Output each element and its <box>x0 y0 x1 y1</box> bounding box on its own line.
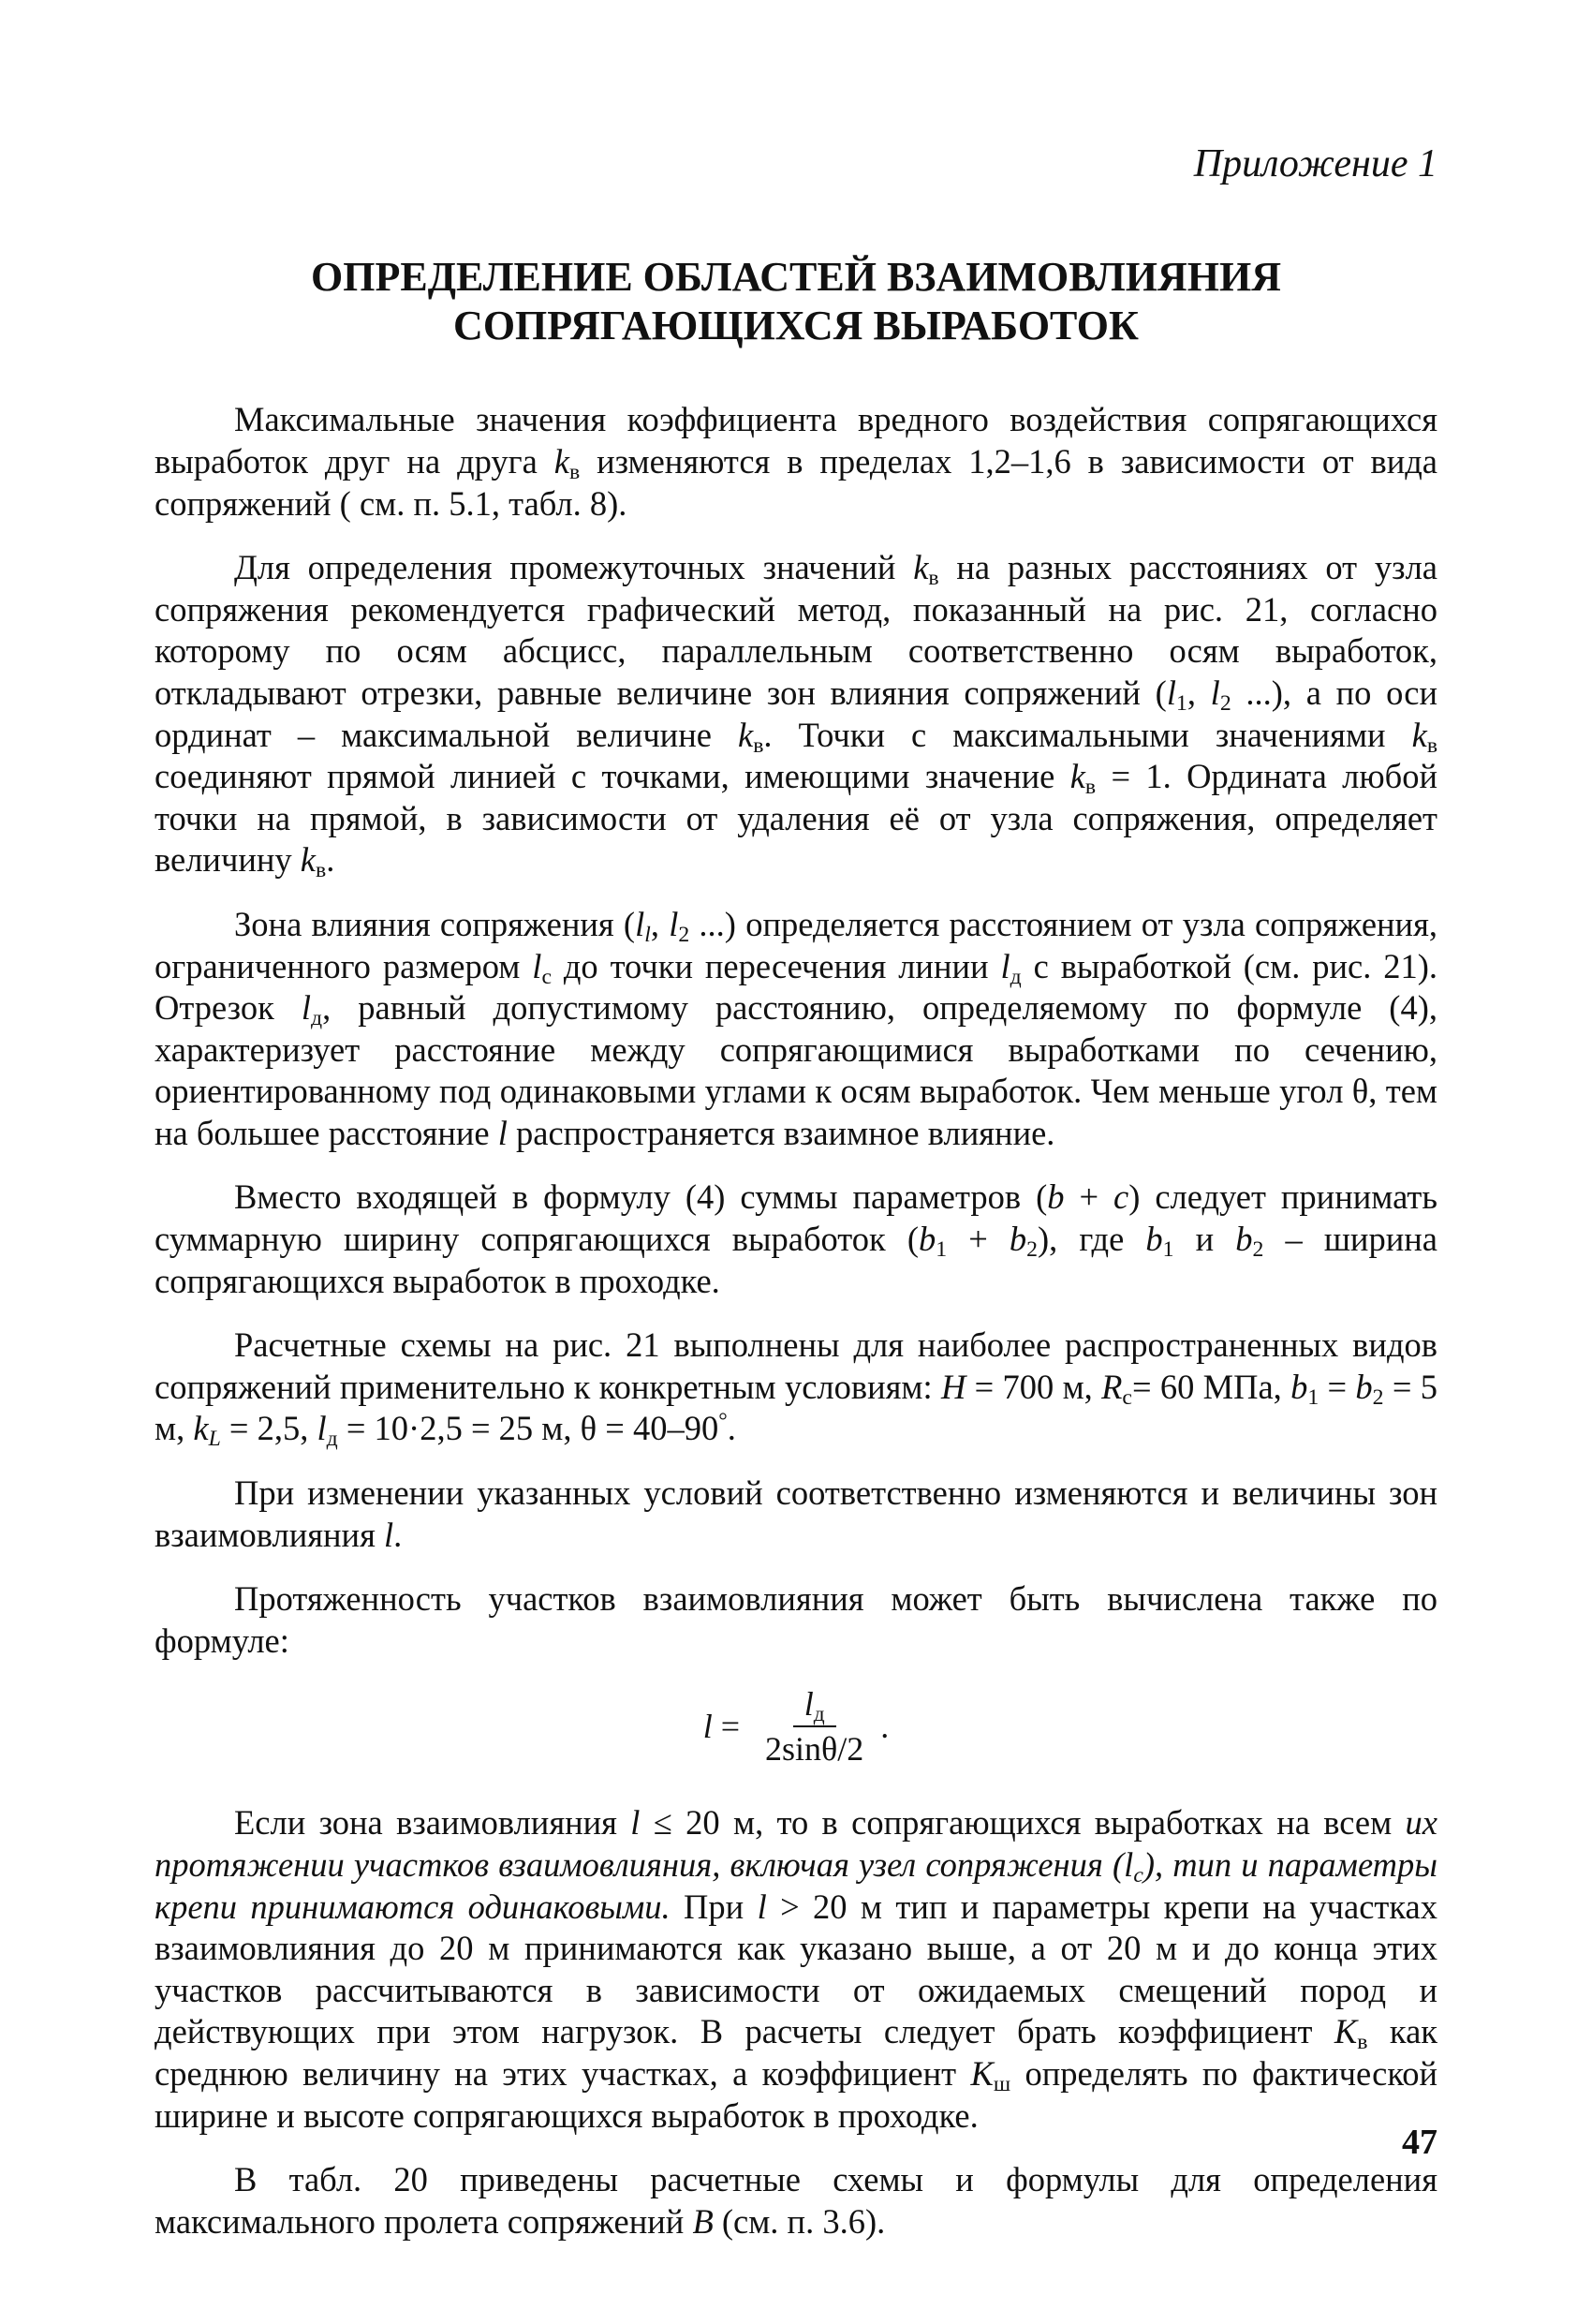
paragraph-7: Протяженность участков взаимовлияния может быть вычислена также по формуле: <box>155 1579 1437 1660</box>
formula <box>155 1684 1437 1769</box>
paragraph-3: Зона влияния сопряжения ($l_l$, $l_2$ ...) определяется расстоянием от узла сопряжения, ограниченного размером $l_с$ до точки пересечения линии $l_д$ с выработкой (см. рис. 21). Отрезок $l_д$, равный допустимому расстоянию, определяемому по формуле (4), характеризует расстояние между сопрягающимися выработками по сечению, ориентированному под одинаковыми углами к осям выработок. Чем меньше угол θ, тем на большее расстояние l распространяется взаимное влияние. <box>155 904 1438 1152</box>
formula-denominator: 2sinθ/2 <box>765 1730 864 1769</box>
formula-lhs: l <box>702 1708 713 1746</box>
title-line-1: ОПРЕДЕЛЕНИЕ ОБЛАСТЕЙ ВЗАИМОВЛИЯНИЯ <box>311 254 1281 301</box>
formula-fraction <box>754 1684 875 1769</box>
paragraph-9: В табл. 20 приведены расчетные схемы и формулы для определения максимального пролета сопряжений B (см. п. 3.6). <box>155 2160 1437 2241</box>
paragraph-4: Вместо входящей в формулу (4) суммы параметров (b + c) следует принимать суммарную ширину сопрягающихся выработок $(b_1 + b_2)$, где $b_1$ и $b_2$ – ширина сопрягающихся выработок в проходке. <box>155 1177 1437 1300</box>
paragraph-2: Для определения промежуточных значений $k_в$ на разных расстояниях от узла сопряжения рекомендуется графический метод, показанный на рис. 21, согласно которому по осям абсцисс, параллельным соответственно осям выработок, откладывают отрезки, равные величине зон влияния сопряжений ($l_1$, $l_2$ ...), а по оси ординат – максимальной величине $k_в$. Точки с максимальными значениями $k_в$ соединяют прямой линией с точками, имеющими значение $k_в = 1$. Ордината любой точки на прямой, в зависимости от удаления её от узла сопряжения, определяет величину $k_в$. <box>155 548 1438 883</box>
paragraph-5: Расчетные схемы на рис. 21 выполнены для наиболее распространенных видов сопряжений применительно к конкретным условиям: H = 700 м, $R_с= 60$ МПа, $b_1 = b_2 = 5$ м, $k_L = 2,5$, $l_д = 10\cdot 2,5 = 25$ м, θ = 40–90°. <box>155 1325 1437 1452</box>
paragraph-1: Максимальные значения коэффициента вредного воздействия сопрягающихся выработок друг на друга $k_в$ изменяются в пределах 1,2–1,6 в зависимости от вида сопряжений ( см. п. 5.1, табл. 8). <box>155 400 1437 523</box>
title-line-2: СОПРЯГАЮЩИХСЯ ВЫРАБОТОК <box>453 303 1139 349</box>
document-page <box>155 141 1437 2265</box>
appendix-label: Приложение 1 <box>1193 142 1437 185</box>
paragraph-6: При изменении указанных условий соответственно изменяются и величины зон взаимовлияния l. <box>155 1473 1437 1554</box>
paragraph-8: Если зона взаимовлияния l ≤ 20 м, то в сопрягающихся выработках на всем их протяжении участков взаимовлияния, включая узел сопряжения $(l_с)$, тип и параметры крепи принимаются одинаковыми. При l > 20 м тип и параметры крепи на участках взаимовлияния до 20 м принимаются как указано выше, а от 20 м и до конца этих участков рассчитываются в зависимости от ожидаемых смещений пород и действующих при этом нагрузок. В расчеты следует брать коэффициент $K_в$ как среднюю величину на этих участках, а коэффициент $K_ш$ определять по фактической ширине и высоте сопрягающихся выработок в проходке. <box>155 1803 1438 2135</box>
formula-equals: = <box>712 1708 749 1746</box>
formula-numerator: $l_д$ <box>793 1684 836 1727</box>
formula-period: . <box>880 1708 890 1746</box>
page-title <box>155 253 1437 350</box>
page-number: 47 <box>1402 2123 1437 2162</box>
